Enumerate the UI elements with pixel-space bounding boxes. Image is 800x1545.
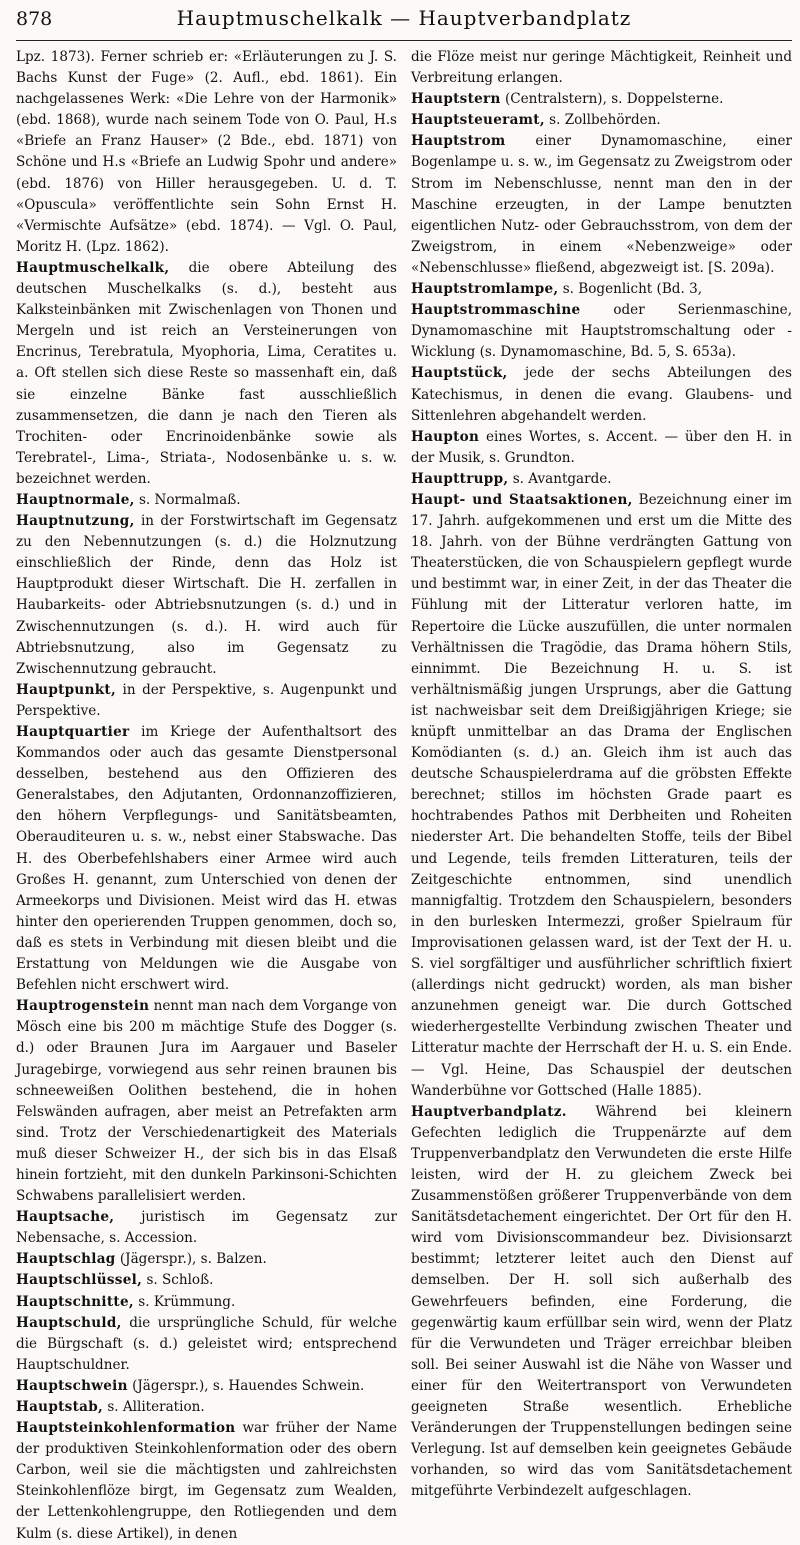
entry-text: im Kriege der Aufenthaltsort des Kommandos oder auch das gesamte Dienstpersonal desselben, bestehend aus den Offizieren des Generalstabes, den Adjutanten, Ordonnanzoffizieren, den höhern Verpflegungs- und Sanitätsbeamten, Oberauditeuren u. s. w., nebst einer Stabswache. Das H. des Oberbefehlshabers einer Armee wird auch Großes H. genannt, zum Unterschied von denen der Armeekorps und Divisionen. Meist wird das H. etwas hinter den operierenden Truppen genommen, doch so, daß es stets in Verbindung mit diesen bleibt und die Erstattung von Meldungen wie die Ausgabe von Befehlen nicht erschwert wird. (16, 724, 397, 994)
entry-headword: Hauptstromlampe, (411, 281, 559, 298)
entry-text: s. Normalmaß. (138, 491, 241, 508)
entry-headword: Hauptverbandplatz. (411, 1103, 567, 1120)
dictionary-entry (411, 427, 792, 469)
entry-text: in der Perspektive, s. Augenpunkt und Perspektive. (16, 681, 397, 719)
entry-text: Bezeichnung einer im 17. Jahrh. aufgekommenen und erst um die Mitte des 18. Jahrh. von der Bühne verdrängten Gattung von Theaterstücken, die von Schauspielern gepflegt wurde und bestimmt war, in einer Zeit, in der das Theater die Fühlung mit der Litteratur verloren hatte, im Repertoire die Lücke auszufüllen, die unter normalen Verhältnissen die Tragödie, das Drama höhern Stils, einnimmt. Die Bezeichnung H. u. S. ist verhältnismäßig jungen Ursprungs, aber die Gattung ist nachweisbar seit dem Dreißigjährigen Kriege; sie knüpft unmittelbar an das Drama der Englischen Komödianten (s. d.) an. Gleich ihm ist auch das deutsche Schauspielerdrama auf die gröbsten Effekte berechnet; stillos im höchsten Grade paart es hochtrabendes Pathos mit Derbheiten und Roheiten niederster Art. Die behandelten Stoffe, teils der Bibel und Legende, teils fremden Litteraturen, teils der Zeitgeschichte entnommen, sind unendlich mannigfaltig. Trotzdem den Schauspielern, besonders in den burlesken Intermezzi, großer Spielraum für Improvisationen gelassen ward, ist der Text der H. u. S. viel sorgfältiger und ausführlicher schriftlich fixiert (allerdings nicht gedruckt) worden, als man bisher anzunehmen geneigt war. Die durch Gottsched wiederhergestellte Verbindung zwischen Theater und Litteratur machte der Herrschaft der H. u. S. ein Ende. — Vgl. Heine, Das Schauspiel der deutschen Wanderbühne vor Gottsched (Halle 1885). (411, 491, 792, 1099)
dictionary-entry (16, 511, 397, 680)
entry-headword: Hauptquartier (16, 724, 130, 740)
dictionary-entry (16, 490, 397, 511)
dictionary-entry (16, 722, 397, 996)
dictionary-entry (16, 1397, 397, 1418)
text-columns (16, 47, 792, 1545)
entry-text: s. Krümmung. (138, 1293, 236, 1310)
entry-text: jede der sechs Abteilungen des Katechismus, in denen die evang. Glaubens- und Sittenlehren abgehandelt werden. (411, 365, 792, 424)
entry-headword: Hauptschlüssel, (16, 1272, 143, 1289)
dictionary-entry (411, 89, 792, 110)
page-number: 878 (16, 8, 53, 30)
entry-headword: Hauptnormale, (16, 491, 135, 508)
entry-text: oder Serienmaschine, Dynamomaschine mit Hauptstromschaltung oder -Wicklung (s. Dynamomaschine, Bd. 5, S. 653a). (411, 302, 793, 361)
entry-headword: Hauptstern (411, 91, 501, 108)
entry-text: s. Avantgarde. (512, 470, 612, 487)
dictionary-entry (16, 1207, 397, 1249)
dictionary-entry (411, 1102, 792, 1503)
dictionary-entry (411, 110, 792, 131)
entry-headword: Hauptmuschelkalk, (16, 259, 170, 276)
entry-headword: Haupton (411, 428, 480, 445)
entry-headword: Hauptschlag (16, 1251, 116, 1268)
entry-text: die obere Abteilung des deutschen Muschelkalks (s. d.), besteht aus Kalksteinbänken mit Zwischenlagen von Thonen und Mergeln und ist reich an Versteinerungen von Encrinus, Terebratula, Myophoria, Lima, Ceratites u. a. Oft stellen sich diese Reste so massenhaft ein, daß sie einzelne Bänke fast ausschließlich zusammensetzen, die dann je nach den Tieren als Trochiten- oder Encrinoidenbänke sowie als Terebratel-, Lima-, Striata-, Nodosenbänke u. s. w. bezeichnet werden. (16, 259, 398, 487)
dictionary-entry (411, 300, 792, 363)
entry-headword: Hauptrogenstein (16, 998, 150, 1015)
dictionary-entry (16, 1292, 397, 1313)
dictionary-entry (411, 469, 792, 490)
dictionary-entry (16, 680, 397, 722)
entry-text: einer Dynamomaschine, einer Bogenlampe u. s. w., im Gegensatz zu Zweigstrom oder Strom im Nebenschlusse, nennt man den in der Maschine erzeugten, in der Lampe benutzten eigentlichen Nutz- oder Gebrauchsstrom, von dem der Zweigstrom, in einem «Nebenzweige» oder «Nebenschlusse» fließend, abgezweigt ist. [S. 209a). (411, 133, 792, 276)
running-head: Hauptmuschelkalk — Hauptverbandplatz (176, 6, 632, 30)
entry-text: s. Alliteration. (107, 1399, 205, 1415)
entry-text: s. Schloß. (146, 1272, 214, 1289)
entry-headword: Hauptsache, (16, 1209, 115, 1226)
dictionary-entry (16, 1376, 397, 1397)
entry-text: nennt man nach dem Vorgange von Mösch eine bis 200 m mächtige Stufe des Dogger (s. d.) oder Braunen Jura im Aargauer und Baseler Juragebirge, vorwiegend aus sehr reinen braunen bis schneeweißen Oolithen bestehend, die in hohen Felswänden aufragen, aber meist an Petrefakten arm sind. Trotz der Verschiedenartigkeit des Materials muß dieser Schweizer H., der sich bis in das Elsaß hinein fortzieht, mit den dunkeln Parkinsoni-Schichten Schwabens parallelisiert werden. (16, 998, 398, 1205)
dictionary-entry (16, 996, 397, 1207)
entry-headword: Haupt- und Staatsaktionen, (411, 491, 633, 508)
dictionary-entry (411, 490, 792, 1102)
entry-headword: Hauptpunkt, (16, 681, 116, 698)
dictionary-entry (411, 131, 792, 279)
entry-text: Während bei kleinern Gefechten lediglich die Truppenärzte auf dem Truppenverbandplatz den Verwundeten die erste Hilfe leisten, wird der H. zu gleichem Zweck bei Zusammenstößen größerer Truppenverbände von dem Sanitätsdetachement eingerichtet. Der Ort für den H. wird vom Divisionscommandeur bez. Divisionsarzt bestimmt; letzterer leitet auch den Dienst auf demselben. Der H. soll sich außerhalb des Gewehrfeuers befinden, eine Forderung, die gegenwärtig kaum erfüllbar sein wird, wenn der Platz für die Verwundeten und Träger erreichbar bleiben soll. Bei seiner Auswahl ist die Nähe von Wasser und einer für den Weitertransport von Verwundeten geeigneten Straße wesentlich. Erhebliche Veränderungen der Truppenstellungen bedingen seine Verlegung. Ist auf demselben kein geeignetes Gebäude vorhanden, so wird das vom Sanitätsdetachement mitgeführte Verbindezelt aufgeschlagen. (411, 1103, 792, 1500)
entry-headword: Hauptstück, (411, 365, 508, 382)
dictionary-entry (411, 47, 792, 89)
entry-text: Lpz. 1873). Ferner schrieb er: «Erläuterungen zu J. S. Bachs Kunst der Fuge» (2. Aufl., ebd. 1861). Ein nachgelassenes Werk: «Die Lehre von der Harmonik» (ebd. 1868), wurde nach seinem Tode von O. Paul, H.s «Briefe an Franz Hauser» (2 Bde., ebd. 1871) von Schöne und H.s «Briefe an Ludwig Spohr und andere» (ebd. 1876) von Hiller herausgegeben. U. d. T. «Opuscula» veröffentlichte sein Sohn Ernst H. «Vermischte Aufsätze» (ebd. 1874). — Vgl. O. Paul, Moritz H. (Lpz. 1862). (16, 49, 397, 255)
entry-text: eines Wortes, s. Accent. — über den H. in der Musik, s. Grundton. (411, 428, 792, 466)
entry-text: in der Forstwirtschaft im Gegensatz zu den Nebennutzungen (s. d.) die Holznutzung einschließlich der Rinde, denn das Holz ist Hauptprodukt dieser Wirtschaft. Die H. zerfallen in Haubarkeits- oder Abtriebsnutzungen (s. d.) und in Zwischennutzungen (s. d.). H. wird auch für Abtriebsnutzung, also im Gegensatz zu Zwischennutzung gebraucht. (16, 513, 397, 677)
entry-text: (Jägerspr.), s. Balzen. (119, 1251, 267, 1268)
entry-text: s. Bogenlicht (Bd. 3, (562, 281, 703, 298)
right-column (411, 47, 792, 1545)
entry-headword: Hauptstrom (411, 133, 506, 150)
entry-text: (Centralstern), s. Doppelsterne. (504, 91, 724, 108)
entry-headword: Hauptstab, (16, 1399, 104, 1415)
dictionary-entry (16, 258, 397, 490)
entry-headword: Hauptsteinkohlenformation (16, 1420, 236, 1437)
entry-headword: Hauptsteueramt, (411, 112, 545, 129)
dictionary-entry (16, 1270, 397, 1291)
entry-text: juristisch im Gegensatz zur Nebensache, s. Accession. (16, 1209, 397, 1247)
entry-text: die ursprüngliche Schuld, für welche die Bürgschaft (s. d.) geleistet wird; entsprechend Hauptschuldner. (16, 1314, 397, 1373)
entry-headword: Hauptschuld, (16, 1314, 122, 1331)
page-header (16, 6, 792, 41)
dictionary-entry (16, 47, 397, 258)
entry-text: (Jägerspr.), s. Hauendes Schwein. (132, 1377, 365, 1394)
dictionary-entry (16, 1313, 397, 1376)
entry-headword: Hauptschnitte, (16, 1293, 134, 1310)
entry-headword: Haupttrupp, (411, 470, 509, 487)
entry-headword: Hauptschwein (16, 1377, 128, 1394)
entry-text: die Flöze meist nur geringe Mächtigkeit, Reinheit und Verbreitung erlangen. (411, 49, 792, 87)
entry-headword: Hauptstrommaschine (411, 302, 581, 319)
entry-text: s. Zollbehörden. (549, 112, 661, 129)
left-column (16, 47, 397, 1545)
dictionary-entry (411, 363, 792, 426)
dictionary-entry (16, 1249, 397, 1270)
entry-text: war früher der Name der produktiven Steinkohlenformation oder des obern Carbon, weil sie die mächtigsten und zahlreichsten Steinkohlenflöze birgt, im Gegensatz zum Wealden, der Lettenkohlengruppe, den Rotliegenden und dem Kulm (s. diese Artikel), in denen (16, 1420, 397, 1542)
dictionary-entry (16, 1418, 397, 1545)
entry-headword: Hauptnutzung, (16, 513, 135, 530)
dictionary-entry (411, 279, 792, 300)
